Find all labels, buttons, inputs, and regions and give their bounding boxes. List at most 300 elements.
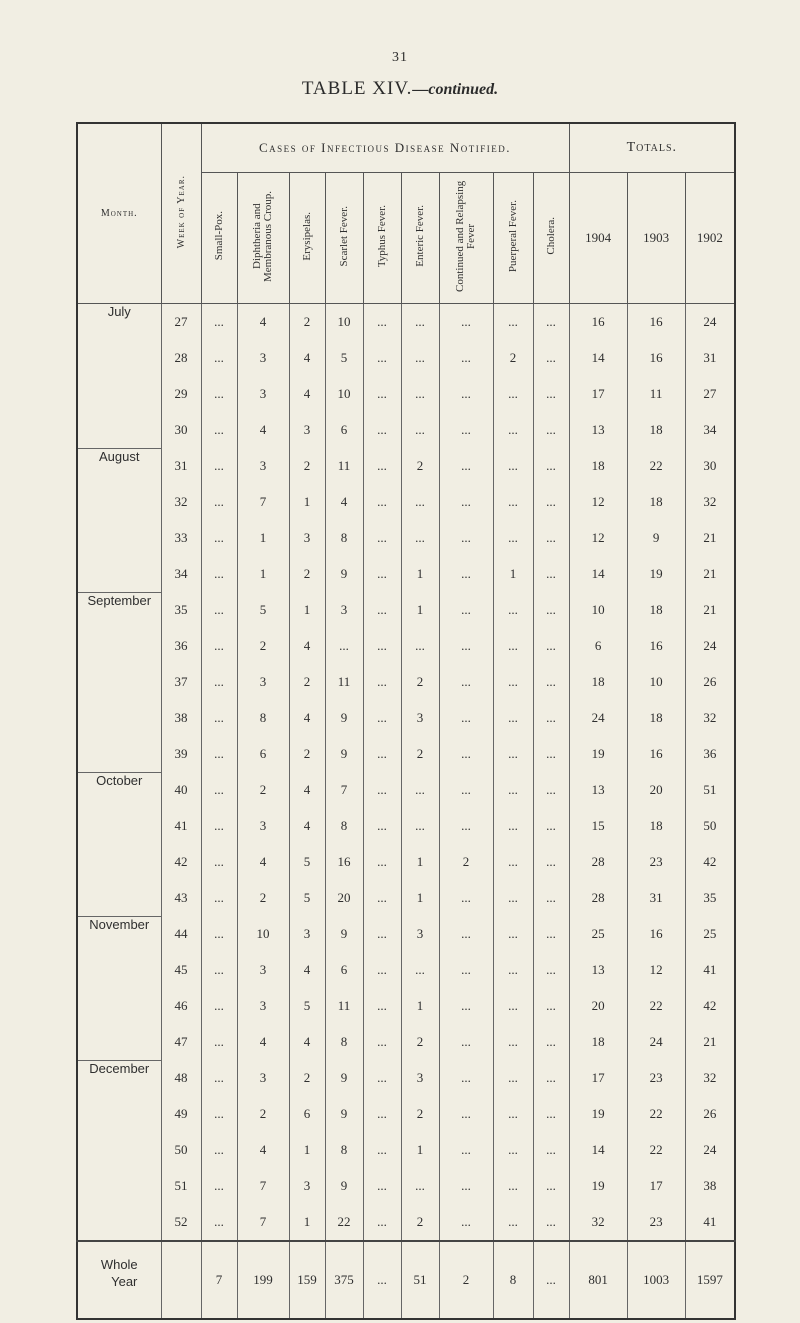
case-cell: ... [363,916,401,952]
case-cell: 3 [401,916,439,952]
case-cell: 375 [325,1241,363,1319]
total-cell: 6 [569,628,627,664]
case-cell: 2 [439,1241,493,1319]
case-cell: ... [201,448,237,484]
total-cell: 42 [685,988,735,1024]
week-cell: 36 [161,628,201,664]
case-cell: ... [493,448,533,484]
case-cell: ... [401,484,439,520]
total-cell: 18 [627,484,685,520]
case-cell: ... [401,340,439,376]
week-cell: 28 [161,340,201,376]
table-row [77,1060,735,1096]
table-row [77,664,735,700]
case-cell: 8 [237,700,289,736]
case-cell: ... [201,1132,237,1168]
total-cell: 22 [627,1132,685,1168]
case-cell: 2 [289,304,325,341]
case-cell: ... [493,484,533,520]
table-row [77,628,735,664]
case-cell: 6 [289,1096,325,1132]
case-cell: ... [439,340,493,376]
week-cell: 35 [161,592,201,628]
case-cell: ... [533,1132,569,1168]
case-cell: 3 [401,1060,439,1096]
disease-header [325,173,363,304]
case-cell: ... [363,520,401,556]
month-label: July [77,304,161,449]
case-cell: 2 [289,556,325,592]
table-row [77,520,735,556]
case-cell: 9 [325,1168,363,1204]
total-cell: 42 [685,844,735,880]
case-cell: 4 [237,304,289,341]
case-cell: 6 [325,952,363,988]
case-cell: ... [533,1241,569,1319]
case-cell: ... [439,1096,493,1132]
table-row [77,988,735,1024]
case-cell: ... [533,628,569,664]
total-cell: 19 [569,1168,627,1204]
case-cell: ... [533,700,569,736]
case-cell: 3 [401,700,439,736]
total-cell: 23 [627,844,685,880]
case-cell: ... [439,772,493,808]
total-cell: 23 [627,1060,685,1096]
case-cell: ... [439,664,493,700]
case-cell: ... [533,412,569,448]
table-row [77,808,735,844]
case-cell: 2 [289,448,325,484]
case-cell: ... [439,988,493,1024]
disease-header [533,173,569,304]
disease-header-label: Typhus Fever. [375,204,388,268]
case-cell: 9 [325,1096,363,1132]
disease-header [237,173,289,304]
total-cell: 30 [685,448,735,484]
case-cell: 9 [325,916,363,952]
week-cell: 48 [161,1060,201,1096]
case-cell: 9 [325,556,363,592]
total-cell: 41 [685,952,735,988]
case-cell: ... [533,556,569,592]
case-cell: ... [533,304,569,341]
case-cell: ... [363,988,401,1024]
case-cell: ... [439,484,493,520]
case-cell: 10 [325,376,363,412]
week-cell: 44 [161,916,201,952]
case-cell: ... [201,664,237,700]
week-cell: 45 [161,952,201,988]
case-cell: 4 [289,340,325,376]
total-cell: 18 [569,448,627,484]
case-cell: ... [533,952,569,988]
case-cell: ... [363,376,401,412]
case-cell: 4 [289,700,325,736]
case-cell: ... [363,808,401,844]
case-cell: ... [401,952,439,988]
total-cell: 17 [627,1168,685,1204]
case-cell: 20 [325,880,363,916]
week-cell: 39 [161,736,201,772]
case-cell: ... [439,1132,493,1168]
case-cell: ... [439,1204,493,1241]
case-cell: 4 [237,412,289,448]
whole-year-label-line2: Year [111,1274,138,1289]
total-cell: 31 [627,880,685,916]
totals-group-header: Totals. [569,123,735,173]
case-cell: 7 [237,1168,289,1204]
case-cell: 2 [401,1096,439,1132]
total-cell: 13 [569,412,627,448]
total-cell: 16 [569,304,627,341]
case-cell: 2 [401,664,439,700]
case-cell: 2 [439,844,493,880]
case-cell: 1 [401,988,439,1024]
week-cell: 47 [161,1024,201,1060]
table-row [77,304,735,341]
total-cell: 25 [569,916,627,952]
total-cell: 32 [685,700,735,736]
total-cell: 11 [627,376,685,412]
total-cell: 10 [627,664,685,700]
case-cell: 5 [289,988,325,1024]
total-cell: 10 [569,592,627,628]
case-cell: ... [201,484,237,520]
case-cell: 4 [237,1024,289,1060]
case-cell: ... [493,376,533,412]
case-cell: ... [533,808,569,844]
case-cell: ... [493,1060,533,1096]
total-cell: 14 [569,556,627,592]
case-cell: ... [401,412,439,448]
case-cell: ... [363,844,401,880]
case-cell: ... [363,628,401,664]
case-cell: ... [533,448,569,484]
disease-header [493,173,533,304]
case-cell: 3 [237,952,289,988]
table-row [77,736,735,772]
case-cell: ... [439,952,493,988]
case-cell: ... [363,304,401,341]
case-cell: ... [201,520,237,556]
case-cell: ... [363,664,401,700]
case-cell: 3 [237,376,289,412]
case-cell: ... [493,952,533,988]
case-cell: 11 [325,988,363,1024]
cases-group-header: Cases of Infectious Disease Notified. [201,123,569,173]
total-cell: 21 [685,520,735,556]
case-cell: ... [493,412,533,448]
case-cell: ... [363,484,401,520]
case-cell: ... [363,1204,401,1241]
case-cell: 3 [289,520,325,556]
total-cell: 12 [569,484,627,520]
total-cell: 35 [685,880,735,916]
month-header: Month. [77,123,161,304]
case-cell: 8 [325,1024,363,1060]
week-cell: 41 [161,808,201,844]
case-cell: ... [363,1132,401,1168]
case-cell: 1 [237,520,289,556]
total-cell: 23 [627,1204,685,1241]
case-cell: ... [363,1060,401,1096]
case-cell: 1 [493,556,533,592]
total-cell: 19 [569,1096,627,1132]
table-row [77,592,735,628]
case-cell: ... [401,772,439,808]
case-cell: 5 [289,844,325,880]
total-cell: 36 [685,736,735,772]
case-cell: 4 [237,1132,289,1168]
case-cell: ... [201,844,237,880]
week-cell: 43 [161,880,201,916]
case-cell: 3 [237,808,289,844]
table-row [77,448,735,484]
case-cell: 10 [325,304,363,341]
case-cell: ... [493,592,533,628]
case-cell: ... [493,1096,533,1132]
case-cell: 5 [325,340,363,376]
disease-header-label: Small-Pox. [212,211,225,261]
case-cell: ... [439,304,493,341]
week-cell: 46 [161,988,201,1024]
case-cell: 2 [289,736,325,772]
table-row [77,412,735,448]
total-cell: 14 [569,340,627,376]
table-title: TABLE XIV. [301,78,413,99]
case-cell: 5 [237,592,289,628]
total-cell: 41 [685,1204,735,1241]
case-cell: 7 [201,1241,237,1319]
case-cell: ... [201,1060,237,1096]
case-cell: 6 [325,412,363,448]
case-cell: ... [439,520,493,556]
case-cell: ... [493,1132,533,1168]
year-header: 1904 [569,173,627,304]
case-cell: 2 [401,448,439,484]
case-cell: 3 [289,412,325,448]
total-cell: 1597 [685,1241,735,1319]
case-cell: ... [401,376,439,412]
case-cell: 4 [289,952,325,988]
case-cell: ... [439,700,493,736]
total-cell: 801 [569,1241,627,1319]
case-cell: 1 [401,592,439,628]
case-cell: 4 [289,1024,325,1060]
disease-header-label: Puerperal Fever. [506,199,519,273]
total-cell: 16 [627,916,685,952]
case-cell: ... [439,376,493,412]
case-cell: ... [439,628,493,664]
case-cell: 199 [237,1241,289,1319]
page-number: 31 [392,50,408,65]
total-cell: 32 [569,1204,627,1241]
case-cell: ... [533,664,569,700]
case-cell: 4 [289,808,325,844]
disease-header-label: Cholera. [544,217,557,255]
case-cell: 1 [401,844,439,880]
case-cell: 8 [325,808,363,844]
total-cell: 17 [569,1060,627,1096]
case-cell: ... [439,556,493,592]
case-cell: ... [401,628,439,664]
case-cell: 2 [401,1024,439,1060]
case-cell: ... [401,808,439,844]
case-cell: ... [533,340,569,376]
case-cell: ... [363,772,401,808]
case-cell: ... [363,1024,401,1060]
case-cell: ... [533,916,569,952]
case-cell: ... [363,1168,401,1204]
total-cell: 27 [685,376,735,412]
table-row [77,1024,735,1060]
total-cell: 12 [569,520,627,556]
week-cell: 52 [161,1204,201,1241]
case-cell: ... [493,1168,533,1204]
disease-header-label: Erysipelas. [300,211,313,261]
year-header: 1902 [685,173,735,304]
week-cell: 37 [161,664,201,700]
case-cell: ... [533,844,569,880]
case-cell: ... [493,916,533,952]
total-cell: 24 [685,304,735,341]
case-cell: 6 [237,736,289,772]
total-cell: 32 [685,484,735,520]
total-cell: 24 [627,1024,685,1060]
disease-header-label: Continued and Relapsing Fever [454,180,477,292]
week-cell [161,1241,201,1319]
case-cell: 16 [325,844,363,880]
case-cell: 2 [237,1096,289,1132]
table-row [77,1204,735,1241]
total-cell: 17 [569,376,627,412]
total-cell: 28 [569,844,627,880]
case-cell: ... [533,988,569,1024]
case-cell: ... [533,736,569,772]
case-cell: ... [533,484,569,520]
case-cell: ... [363,412,401,448]
case-cell: ... [439,1168,493,1204]
case-cell: ... [363,592,401,628]
total-cell: 13 [569,952,627,988]
month-label: October [77,772,161,916]
case-cell: ... [493,628,533,664]
total-cell: 22 [627,988,685,1024]
case-cell: 8 [325,1132,363,1168]
total-cell: 1003 [627,1241,685,1319]
week-cell: 32 [161,484,201,520]
case-cell: 1 [289,1204,325,1241]
week-cell: 29 [161,376,201,412]
total-cell: 15 [569,808,627,844]
total-cell: 18 [569,1024,627,1060]
case-cell: ... [533,1024,569,1060]
case-cell: 2 [237,772,289,808]
week-cell: 31 [161,448,201,484]
case-cell: ... [439,412,493,448]
case-cell: ... [201,772,237,808]
case-cell: 10 [237,916,289,952]
case-cell: 11 [325,664,363,700]
whole-year-row [77,1241,735,1319]
case-cell: ... [439,736,493,772]
case-cell: ... [363,556,401,592]
case-cell: ... [439,880,493,916]
case-cell: ... [201,1168,237,1204]
case-cell: ... [533,592,569,628]
case-cell: ... [363,1241,401,1319]
case-cell: ... [493,988,533,1024]
case-cell: ... [493,1204,533,1241]
case-cell: 2 [401,736,439,772]
case-cell: 3 [237,664,289,700]
case-cell: ... [533,1204,569,1241]
disease-header [401,173,439,304]
case-cell: ... [201,880,237,916]
case-cell: ... [439,592,493,628]
table-row [77,772,735,808]
case-cell: 8 [325,520,363,556]
case-cell: ... [201,556,237,592]
total-cell: 32 [685,1060,735,1096]
case-cell: ... [201,1024,237,1060]
case-cell: ... [439,916,493,952]
total-cell: 26 [685,1096,735,1132]
total-cell: 25 [685,916,735,952]
total-cell: 16 [627,736,685,772]
total-cell: 24 [685,1132,735,1168]
case-cell: ... [533,880,569,916]
total-cell: 51 [685,772,735,808]
case-cell: 1 [237,556,289,592]
case-cell: ... [493,304,533,341]
week-cell: 30 [161,412,201,448]
case-cell: 51 [401,1241,439,1319]
case-cell: ... [201,304,237,341]
case-cell: ... [201,988,237,1024]
month-label: November [77,916,161,1060]
table-row [77,484,735,520]
total-cell: 19 [627,556,685,592]
case-cell: ... [533,1096,569,1132]
week-cell: 27 [161,304,201,341]
case-cell: 4 [325,484,363,520]
case-cell: 3 [237,988,289,1024]
disease-header [439,173,493,304]
total-cell: 21 [685,592,735,628]
total-cell: 38 [685,1168,735,1204]
whole-year-label [77,1241,161,1319]
case-cell: 1 [289,1132,325,1168]
case-cell: ... [363,448,401,484]
table-row [77,340,735,376]
case-cell: 11 [325,448,363,484]
case-cell: 1 [289,484,325,520]
case-cell: ... [493,808,533,844]
whole-year-label-line1: Whole [100,1257,138,1272]
total-cell: 31 [685,340,735,376]
case-cell: 1 [401,880,439,916]
week-cell: 42 [161,844,201,880]
case-cell: ... [325,628,363,664]
infectious-disease-table [76,122,736,1320]
case-cell: 2 [289,1060,325,1096]
case-cell: 159 [289,1241,325,1319]
total-cell: 22 [627,448,685,484]
week-cell: 50 [161,1132,201,1168]
case-cell: ... [401,1168,439,1204]
